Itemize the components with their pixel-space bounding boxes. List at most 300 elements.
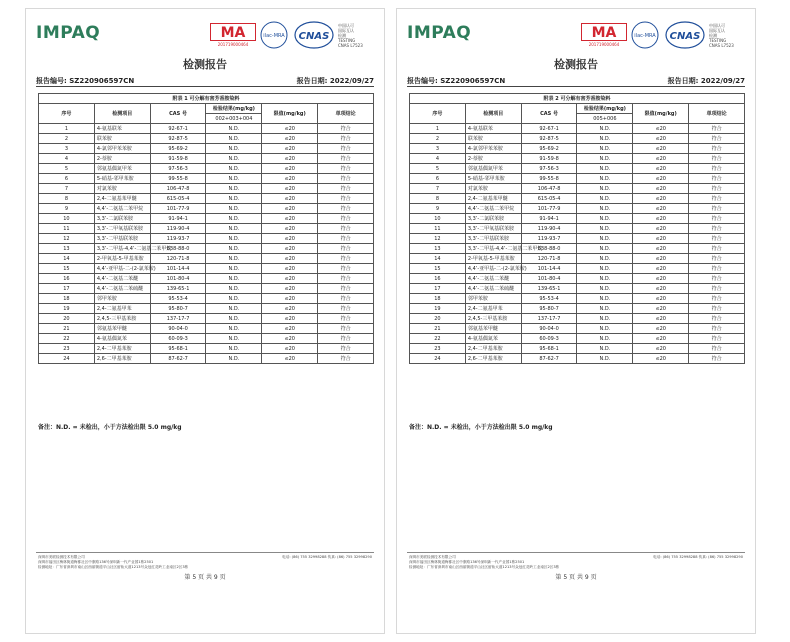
cell-result: N.D.	[206, 294, 262, 304]
cell-item: 2,4-二氨基甲苯	[465, 304, 521, 314]
cell-no: 9	[39, 204, 95, 214]
cert-text-block: 中国认可 国际互认 检测 TESTING CNAS L7523	[709, 23, 734, 48]
certification-marks	[577, 21, 749, 51]
cell-item: 邻氨基苯甲醚	[465, 324, 521, 334]
cell-item: 2,4-二甲基苯胺	[465, 344, 521, 354]
cell-no: 5	[39, 164, 95, 174]
cell-result: N.D.	[206, 344, 262, 354]
cell-conclusion: 符合	[318, 224, 374, 234]
cell-cas: 139-65-1	[521, 284, 577, 294]
table-row	[410, 264, 745, 274]
cell-cas: 95-69-2	[150, 144, 206, 154]
cell-cas: 615-05-4	[150, 194, 206, 204]
cell-result: N.D.	[577, 204, 633, 214]
cell-item: 4,4’-二氨基二苯醚	[94, 274, 150, 284]
cell-limit: ≤20	[633, 324, 689, 334]
table-row	[39, 334, 374, 344]
table-row	[39, 174, 374, 184]
cell-item: 4,4’-二氨基二苯甲烷	[465, 204, 521, 214]
cell-limit: ≤20	[633, 144, 689, 154]
cell-limit: ≤20	[633, 134, 689, 144]
report-date: 报告日期: 2022/09/27	[667, 77, 745, 85]
table-row	[410, 144, 745, 154]
table-row	[410, 134, 745, 144]
cell-no: 8	[39, 194, 95, 204]
table-row	[410, 124, 745, 134]
cell-cas: 91-94-1	[150, 214, 206, 224]
table-row	[39, 354, 374, 364]
cell-result: N.D.	[577, 224, 633, 234]
cell-result: N.D.	[206, 324, 262, 334]
cell-cas: 92-67-1	[150, 124, 206, 134]
col-header-cas: CAS 号	[150, 104, 206, 124]
cell-no: 10	[410, 214, 466, 224]
cell-item: 3,3’-二甲基-4,4’-二氨基二苯甲烷	[465, 244, 521, 254]
cell-conclusion: 符合	[689, 194, 745, 204]
cell-item: 3,3’-二甲基-4,4’-二氨基二苯甲烷	[94, 244, 150, 254]
cell-no: 1	[410, 124, 466, 134]
cell-result: N.D.	[577, 244, 633, 254]
table-row	[39, 194, 374, 204]
cell-limit: ≤20	[633, 124, 689, 134]
cell-cas: 106-47-8	[521, 184, 577, 194]
certification-marks	[206, 21, 378, 51]
report-date: 报告日期: 2022/09/27	[296, 77, 374, 85]
cell-item: 2,6-二甲基苯胺	[94, 354, 150, 364]
report-number: 报告编号: SZ220906597CN	[36, 77, 135, 85]
cell-item: 联苯胺	[94, 134, 150, 144]
table-row	[39, 254, 374, 264]
cell-conclusion: 符合	[689, 284, 745, 294]
cell-no: 21	[410, 324, 466, 334]
cell-cas: 60-09-3	[150, 334, 206, 344]
cell-cas: 838-88-0	[521, 244, 577, 254]
cell-no: 19	[410, 304, 466, 314]
cell-result: N.D.	[577, 124, 633, 134]
cell-item: 2-甲氧基-5-甲基苯胺	[465, 254, 521, 264]
cell-no: 8	[410, 194, 466, 204]
report-meta	[407, 76, 745, 86]
page-number: 第 5 页 共 9 页	[184, 574, 226, 581]
cell-conclusion: 符合	[318, 314, 374, 324]
footer-address: 深圳市美联检测技术有限公司 深圳市福田区梅林街道梅都社区中康路136号深圳新一代产业园1栋2501 检测地址：广东省深圳市南山区西丽街道平山社区留仙大道1213号众冠红花岭工业南区2区3栋	[38, 555, 189, 569]
cell-result: N.D.	[206, 354, 262, 364]
cell-cas: 95-69-2	[521, 144, 577, 154]
report-page-left	[25, 8, 385, 634]
table-row	[39, 154, 374, 164]
cell-conclusion: 符合	[689, 184, 745, 194]
cell-item: 2-萘胺	[94, 154, 150, 164]
cnas-label: CNAS	[669, 31, 701, 42]
cell-result: N.D.	[206, 234, 262, 244]
col-header-limit: 限值(mg/kg)	[633, 104, 689, 124]
cell-item: 对氯苯胺	[94, 184, 150, 194]
cell-result: N.D.	[577, 294, 633, 304]
cell-cas: 101-80-4	[521, 274, 577, 284]
cell-limit: ≤20	[262, 184, 318, 194]
table-row	[410, 164, 745, 174]
cell-no: 14	[39, 254, 95, 264]
table-row	[39, 164, 374, 174]
table-row	[410, 254, 745, 264]
cma-label: MA	[591, 25, 617, 41]
cell-conclusion: 符合	[318, 334, 374, 344]
cell-conclusion: 符合	[689, 324, 745, 334]
cell-result: N.D.	[577, 304, 633, 314]
cell-cas: 101-14-4	[521, 264, 577, 274]
cell-limit: ≤20	[262, 144, 318, 154]
results-table	[38, 93, 374, 364]
cnas-label: CNAS	[298, 31, 330, 42]
cell-result: N.D.	[577, 264, 633, 274]
cell-conclusion: 符合	[689, 354, 745, 364]
ilac-mra-icon	[631, 21, 659, 49]
cell-item: 邻氨基苯甲醚	[94, 324, 150, 334]
cell-conclusion: 符合	[318, 184, 374, 194]
ilac-mra-icon	[260, 21, 288, 49]
table-row	[410, 274, 745, 284]
cell-conclusion: 符合	[318, 194, 374, 204]
cell-limit: ≤20	[633, 224, 689, 234]
cell-no: 6	[39, 174, 95, 184]
cell-cas: 838-88-0	[150, 244, 206, 254]
cert-text-block: 中国认可 国际互认 检测 TESTING CNAS L7523	[338, 23, 363, 48]
cell-result: N.D.	[577, 324, 633, 334]
cell-conclusion: 符合	[318, 344, 374, 354]
cell-limit: ≤20	[262, 254, 318, 264]
cell-cas: 101-77-9	[521, 204, 577, 214]
cell-limit: ≤20	[633, 184, 689, 194]
table-row	[410, 324, 745, 334]
cell-no: 17	[410, 284, 466, 294]
cell-result: N.D.	[206, 274, 262, 284]
cma-mark-icon	[581, 23, 627, 47]
report-page-right	[396, 8, 756, 634]
cell-conclusion: 符合	[689, 134, 745, 144]
cell-limit: ≤20	[262, 234, 318, 244]
cell-item: 3,3’-二氯联苯胺	[465, 214, 521, 224]
cell-item: 对氯苯胺	[465, 184, 521, 194]
ilac-label: ilac-MRA	[634, 33, 656, 39]
table-row	[410, 154, 745, 164]
cell-item: 4-氨基联苯	[94, 124, 150, 134]
cell-item: 4,4’-二氨基二苯甲烷	[94, 204, 150, 214]
cell-cas: 615-05-4	[521, 194, 577, 204]
cell-cas: 87-62-7	[521, 354, 577, 364]
cell-conclusion: 符合	[689, 234, 745, 244]
cell-no: 10	[39, 214, 95, 224]
cell-conclusion: 符合	[689, 224, 745, 234]
table-row	[39, 184, 374, 194]
cell-cas: 91-59-8	[150, 154, 206, 164]
cell-cas: 95-68-1	[150, 344, 206, 354]
cell-cas: 101-80-4	[150, 274, 206, 284]
cell-no: 17	[39, 284, 95, 294]
table-row	[39, 324, 374, 334]
cell-cas: 90-04-0	[150, 324, 206, 334]
cell-result: N.D.	[577, 344, 633, 354]
cell-item: 2,6-二甲基苯胺	[465, 354, 521, 364]
cell-no: 3	[410, 144, 466, 154]
cell-no: 16	[39, 274, 95, 284]
cell-no: 3	[39, 144, 95, 154]
cell-no: 19	[39, 304, 95, 314]
cell-no: 18	[410, 294, 466, 304]
cell-limit: ≤20	[262, 174, 318, 184]
cell-no: 18	[39, 294, 95, 304]
col-header-cas: CAS 号	[521, 104, 577, 124]
cell-result: N.D.	[577, 354, 633, 364]
cnas-mark-icon	[665, 21, 705, 49]
cell-no: 13	[410, 244, 466, 254]
cell-result: N.D.	[577, 184, 633, 194]
footer-divider	[36, 552, 374, 553]
cell-limit: ≤20	[262, 324, 318, 334]
sample-codes: 005+006	[577, 114, 633, 124]
cell-limit: ≤20	[633, 304, 689, 314]
cell-conclusion: 符合	[689, 344, 745, 354]
cell-item: 2,4-二甲基苯胺	[94, 344, 150, 354]
cell-limit: ≤20	[633, 354, 689, 364]
cell-no: 9	[410, 204, 466, 214]
cell-no: 23	[410, 344, 466, 354]
sample-codes: 002+003+004	[206, 114, 262, 124]
cell-cas: 92-87-5	[150, 134, 206, 144]
cell-item: 2,4-二氨基苯甲醚	[465, 194, 521, 204]
cell-limit: ≤20	[633, 314, 689, 324]
cell-cas: 101-14-4	[150, 264, 206, 274]
company-logo: IMPAQ	[407, 23, 472, 43]
cell-result: N.D.	[206, 244, 262, 254]
cell-cas: 106-47-8	[150, 184, 206, 194]
cell-result: N.D.	[206, 334, 262, 344]
company-logo: IMPAQ	[36, 23, 101, 43]
cell-cas: 92-67-1	[521, 124, 577, 134]
cell-cas: 99-55-8	[150, 174, 206, 184]
cell-item: 4,4’-二氨基二苯硫醚	[465, 284, 521, 294]
cell-no: 11	[410, 224, 466, 234]
cell-item: 邻甲苯胺	[465, 294, 521, 304]
header-divider	[407, 86, 745, 87]
cell-conclusion: 符合	[318, 214, 374, 224]
cell-result: N.D.	[206, 174, 262, 184]
cell-limit: ≤20	[262, 244, 318, 254]
cell-limit: ≤20	[633, 334, 689, 344]
cell-item: 4,4’-亚甲基-二-(2-氯苯胺)	[94, 264, 150, 274]
table-row	[39, 264, 374, 274]
table-row	[410, 174, 745, 184]
cell-conclusion: 符合	[689, 314, 745, 324]
cell-item: 4,4’-亚甲基-二-(2-氯苯胺)	[465, 264, 521, 274]
table-row	[39, 224, 374, 234]
cell-result: N.D.	[206, 214, 262, 224]
table-row	[39, 124, 374, 134]
cell-conclusion: 符合	[318, 234, 374, 244]
table-row	[410, 344, 745, 354]
cell-no: 4	[39, 154, 95, 164]
cell-item: 2,4-二氨基甲苯	[94, 304, 150, 314]
cell-cas: 137-17-7	[521, 314, 577, 324]
cell-limit: ≤20	[262, 334, 318, 344]
cell-cas: 119-93-7	[521, 234, 577, 244]
table-row	[410, 304, 745, 314]
cell-item: 邻氨基偶氮甲苯	[465, 164, 521, 174]
cell-cas: 137-17-7	[150, 314, 206, 324]
cell-result: N.D.	[577, 174, 633, 184]
cell-no: 2	[39, 134, 95, 144]
cell-no: 22	[39, 334, 95, 344]
table-note: 备注：N.D. = 未检出，小于方法检出限 5.0 mg/kg	[38, 424, 182, 431]
cell-conclusion: 符合	[318, 124, 374, 134]
table-row	[39, 284, 374, 294]
cell-item: 4-氯邻甲苯苯胺	[94, 144, 150, 154]
cell-limit: ≤20	[633, 174, 689, 184]
cma-mark-icon	[210, 23, 256, 47]
footer-address: 深圳市美联检测技术有限公司 深圳市福田区梅林街道梅都社区中康路136号深圳新一代产业园1栋2501 检测地址：广东省深圳市南山区西丽街道平山社区留仙大道1213号众冠红花岭工业南区2区3栋	[409, 555, 560, 569]
table-row	[410, 334, 745, 344]
cell-limit: ≤20	[633, 254, 689, 264]
col-header-item: 检测项目	[94, 104, 150, 124]
cell-limit: ≤20	[262, 214, 318, 224]
cell-item: 3,3’-二氯联苯胺	[94, 214, 150, 224]
cell-conclusion: 符合	[689, 204, 745, 214]
report-title: 检测报告	[183, 58, 227, 71]
cell-conclusion: 符合	[318, 354, 374, 364]
cell-result: N.D.	[206, 154, 262, 164]
cell-conclusion: 符合	[689, 254, 745, 264]
cell-no: 12	[410, 234, 466, 244]
cell-conclusion: 符合	[318, 304, 374, 314]
cell-result: N.D.	[206, 164, 262, 174]
cma-number: 201719000464	[217, 42, 249, 47]
cell-limit: ≤20	[262, 154, 318, 164]
table-row	[39, 144, 374, 154]
table-caption: 附表 2 可分解有害芳香胺染料	[410, 94, 745, 104]
cell-result: N.D.	[206, 224, 262, 234]
cell-result: N.D.	[577, 234, 633, 244]
cell-cas: 95-68-1	[521, 344, 577, 354]
cell-cas: 95-53-4	[150, 294, 206, 304]
table-row	[39, 314, 374, 324]
cell-cas: 95-53-4	[521, 294, 577, 304]
cell-result: N.D.	[206, 284, 262, 294]
cell-conclusion: 符合	[689, 334, 745, 344]
table-row	[410, 214, 745, 224]
cell-cas: 95-80-7	[521, 304, 577, 314]
cell-limit: ≤20	[262, 274, 318, 284]
cell-limit: ≤20	[262, 194, 318, 204]
cell-conclusion: 符合	[689, 244, 745, 254]
table-row	[39, 234, 374, 244]
cell-limit: ≤20	[633, 204, 689, 214]
cell-limit: ≤20	[262, 224, 318, 234]
table-row	[410, 294, 745, 304]
cell-conclusion: 符合	[318, 144, 374, 154]
col-header-conclusion: 单项结论	[689, 104, 745, 124]
footer-phone: 电话: (86) 755 32998288 传真: (86) 755 32998290	[653, 555, 743, 559]
cell-no: 5	[410, 164, 466, 174]
cma-number: 201719000464	[588, 42, 620, 47]
cell-item: 4-氨基偶氮苯	[465, 334, 521, 344]
cell-conclusion: 符合	[689, 174, 745, 184]
cell-result: N.D.	[577, 314, 633, 324]
col-header-item: 检测项目	[465, 104, 521, 124]
cma-label: MA	[220, 25, 246, 41]
cell-result: N.D.	[577, 214, 633, 224]
cell-item: 邻氨基偶氮甲苯	[94, 164, 150, 174]
cell-conclusion: 符合	[318, 274, 374, 284]
cell-result: N.D.	[206, 254, 262, 264]
cell-conclusion: 符合	[689, 304, 745, 314]
table-row	[410, 314, 745, 324]
cell-item: 4-氯邻甲苯苯胺	[465, 144, 521, 154]
report-number: 报告编号: SZ220906597CN	[407, 77, 506, 85]
cell-item: 3,3’-二甲氧基联苯胺	[465, 224, 521, 234]
cell-item: 4,4’-二氨基二苯硫醚	[94, 284, 150, 294]
cell-result: N.D.	[206, 124, 262, 134]
cell-result: N.D.	[577, 254, 633, 264]
cell-no: 12	[39, 234, 95, 244]
cell-conclusion: 符合	[318, 134, 374, 144]
cell-item: 联苯胺	[465, 134, 521, 144]
cell-limit: ≤20	[633, 244, 689, 254]
table-row	[39, 204, 374, 214]
cell-conclusion: 符合	[689, 214, 745, 224]
cell-limit: ≤20	[262, 124, 318, 134]
cell-cas: 99-55-8	[521, 174, 577, 184]
cell-limit: ≤20	[633, 214, 689, 224]
cell-conclusion: 符合	[689, 144, 745, 154]
cell-item: 邻甲苯胺	[94, 294, 150, 304]
cell-no: 15	[410, 264, 466, 274]
col-header-no: 序号	[39, 104, 95, 124]
cell-item: 5-硝基-邻甲苯胺	[465, 174, 521, 184]
cell-cas: 87-62-7	[150, 354, 206, 364]
table-row	[39, 244, 374, 254]
cell-conclusion: 符合	[318, 264, 374, 274]
cell-limit: ≤20	[633, 274, 689, 284]
table-row	[410, 184, 745, 194]
footer-divider	[407, 552, 745, 553]
table-row	[39, 274, 374, 284]
cell-conclusion: 符合	[318, 164, 374, 174]
cell-item: 2,4,5-三甲基苯胺	[94, 314, 150, 324]
cell-limit: ≤20	[262, 134, 318, 144]
cell-limit: ≤20	[262, 304, 318, 314]
col-header-conclusion: 单项结论	[318, 104, 374, 124]
cell-item: 4,4’-二氨基二苯醚	[465, 274, 521, 284]
report-title: 检测报告	[554, 58, 598, 71]
cell-item: 3,3’-二甲基联苯胺	[94, 234, 150, 244]
cell-limit: ≤20	[633, 194, 689, 204]
cell-cas: 119-90-4	[150, 224, 206, 234]
cell-item: 5-硝基-邻甲苯胺	[94, 174, 150, 184]
cell-no: 20	[410, 314, 466, 324]
cell-conclusion: 符合	[689, 294, 745, 304]
cell-no: 7	[410, 184, 466, 194]
cell-result: N.D.	[577, 274, 633, 284]
cell-limit: ≤20	[262, 284, 318, 294]
cell-result: N.D.	[577, 164, 633, 174]
cell-cas: 95-80-7	[150, 304, 206, 314]
cell-cas: 120-71-8	[150, 254, 206, 264]
cell-conclusion: 符合	[318, 254, 374, 264]
cell-cas: 119-90-4	[521, 224, 577, 234]
cell-result: N.D.	[577, 144, 633, 154]
cell-conclusion: 符合	[318, 284, 374, 294]
table-row	[39, 134, 374, 144]
cell-cas: 119-93-7	[150, 234, 206, 244]
